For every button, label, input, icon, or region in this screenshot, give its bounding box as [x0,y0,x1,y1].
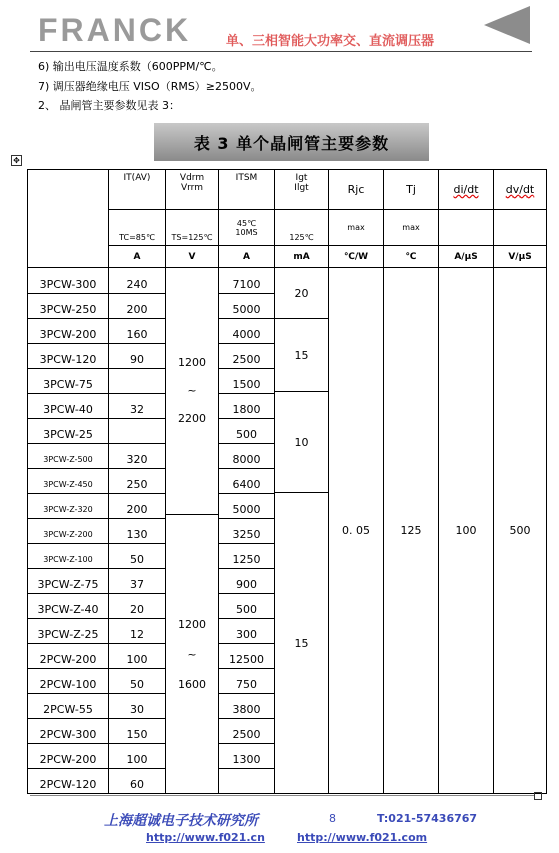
model-name-3: 3PCW-120 [28,351,108,369]
itsm-value-11: 1250 [219,551,274,569]
table-move-handle-icon[interactable]: ✥ [11,155,22,166]
vdrm-g1-max: 2200 [178,412,206,425]
it-value-1: 200 [109,301,165,319]
cond-tc: TC=85℃ [109,210,166,246]
itsm-value-18: 2500 [219,726,274,744]
unit-it: A [109,246,166,268]
footer-divider [30,795,534,796]
igt-column [275,268,329,794]
vdrm-g2-max: 1600 [178,677,206,691]
cond-didt [439,210,494,246]
model-name-4: 3PCW-75 [28,376,108,394]
it-value-19: 100 [109,751,165,769]
it-value-7: 320 [109,451,165,469]
vdrm-g2-min: 1200 [178,617,206,631]
footer-phone: T:021-57436767 [377,812,478,825]
it-value-11: 50 [109,551,165,569]
cond-ts: TS=125℃ [166,210,219,246]
itsm-value-19: 1300 [219,751,274,769]
it-value-0: 240 [109,276,165,294]
unit-tj: ℃ [384,246,439,268]
itsm-value-7: 8000 [219,451,274,469]
itsm-value-9: 5000 [219,501,274,519]
intro-line-7: 7) 调压器绝缘电压 VISO（RMS）≥2500V。 [38,80,262,93]
model-name-18: 2PCW-300 [28,726,108,744]
header-dvdt: dv/dt [494,170,547,210]
name-header-cell [28,170,109,268]
footer-link-com[interactable]: http://www.f021.com [297,831,428,844]
corner-triangle-icon [484,6,530,44]
itsm-value-15: 12500 [219,651,274,669]
igt-group-4: 15 [294,637,309,650]
cond-itsm: 45℃ 10MS [219,210,275,246]
it-value-14: 12 [109,626,165,644]
itsm-value-10: 3250 [219,526,274,544]
model-name-7: 3PCW-Z-500 [28,451,108,469]
vdrm-group-2 [166,515,218,794]
it-value-12: 37 [109,576,165,594]
model-name-9: 3PCW-Z-320 [28,501,108,519]
model-name-11: 3PCW-Z-100 [28,551,108,569]
model-name-6: 3PCW-25 [28,426,108,444]
model-name-16: 2PCW-100 [28,676,108,694]
didt-value: 100 [439,268,494,794]
footer-institute: 上海超诚电子技术研究所 [104,813,258,829]
it-value-6 [109,426,165,444]
model-name-5: 3PCW-40 [28,401,108,419]
it-value-4 [109,376,165,394]
header-itsm: ITSM [219,170,275,210]
itsm-value-5: 1800 [219,401,274,419]
itsm-value-12: 900 [219,576,274,594]
header-it: IT(AV) [109,170,166,210]
vdrm-g1-min: 1200 [178,356,206,369]
it-value-5: 32 [109,401,165,419]
header-vdrm: Vdrm Vrrm [166,170,219,210]
itsm-value-14: 300 [219,626,274,644]
model-name-10: 3PCW-Z-200 [28,526,108,544]
vdrm-column [166,268,219,794]
itsm-value-4: 1500 [219,376,274,394]
it-column [109,268,166,794]
cond-dvdt [494,210,547,246]
thyristor-parameter-table [27,169,547,794]
it-value-13: 20 [109,601,165,619]
model-name-19: 2PCW-200 [28,751,108,769]
it-value-18: 150 [109,726,165,744]
itsm-value-2: 4000 [219,326,274,344]
unit-dvdt: V/μS [494,246,547,268]
itsm-value-8: 6400 [219,476,274,494]
model-name-2: 3PCW-200 [28,326,108,344]
vdrm-group-1 [166,268,218,515]
model-name-20: 2PCW-120 [28,776,108,794]
franck-logo: FRANCK [38,12,192,48]
model-name-8: 3PCW-Z-450 [28,476,108,494]
vdrm-g2-sep: ~ [187,647,197,661]
it-value-3: 90 [109,351,165,369]
intro-line-2: 2、 晶闸管主要参数见表 3： [38,99,180,112]
cond-igt: 125℃ [275,210,329,246]
tj-value: 125 [384,268,439,794]
model-name-1: 3PCW-250 [28,301,108,319]
itsm-value-0: 7100 [219,276,274,294]
vdrm-g1-sep: ~ [187,384,197,397]
itsm-column [219,268,275,794]
it-value-9: 200 [109,501,165,519]
header-tagline: 单、三相智能大功率交、直流调压器 [226,34,435,49]
unit-vdrm: V [166,246,219,268]
itsm-value-16: 750 [219,676,274,694]
itsm-value-17: 3800 [219,701,274,719]
footer-link-cn[interactable]: http://www.f021.cn [146,831,265,844]
model-name-0: 3PCW-300 [28,276,108,294]
it-value-20: 60 [109,776,165,794]
it-value-10: 130 [109,526,165,544]
header-didt: di/dt [439,170,494,210]
dvdt-value: 500 [494,268,547,794]
unit-itsm: A [219,246,275,268]
it-value-8: 250 [109,476,165,494]
model-name-15: 2PCW-200 [28,651,108,669]
header-tj: Tj [384,170,439,210]
model-name-13: 3PCW-Z-40 [28,601,108,619]
igt-group-3: 10 [275,392,328,493]
it-value-2: 160 [109,326,165,344]
igt-group-1: 20 [275,268,328,319]
itsm-value-13: 500 [219,601,274,619]
itsm-value-3: 2500 [219,351,274,369]
model-name-17: 2PCW-55 [28,701,108,719]
unit-igt: mA [275,246,329,268]
unit-rjc: ℃/W [329,246,384,268]
model-name-12: 3PCW-Z-75 [28,576,108,594]
it-value-16: 50 [109,676,165,694]
model-name-14: 3PCW-Z-25 [28,626,108,644]
cond-rjc: max [329,210,384,246]
rjc-value: 0. 05 [329,268,384,794]
it-value-15: 100 [109,651,165,669]
unit-didt: A/μS [439,246,494,268]
header-igt: Igt Ilgt [275,170,329,210]
model-name-column [28,268,109,794]
header-divider [30,51,532,52]
itsm-value-6: 500 [219,426,274,444]
table-caption: 表 3 单个晶闸管主要参数 [154,123,429,161]
cond-tj: max [384,210,439,246]
itsm-value-20 [219,776,274,794]
igt-group-2: 15 [275,319,328,392]
table-resize-handle-icon[interactable] [534,792,542,800]
itsm-value-1: 5000 [219,301,274,319]
intro-line-6: 6) 输出电压温度系数（600PPM/℃。 [38,60,223,73]
it-value-17: 30 [109,701,165,719]
page-number: 8 [329,812,336,825]
header-rjc: Rjc [329,170,384,210]
